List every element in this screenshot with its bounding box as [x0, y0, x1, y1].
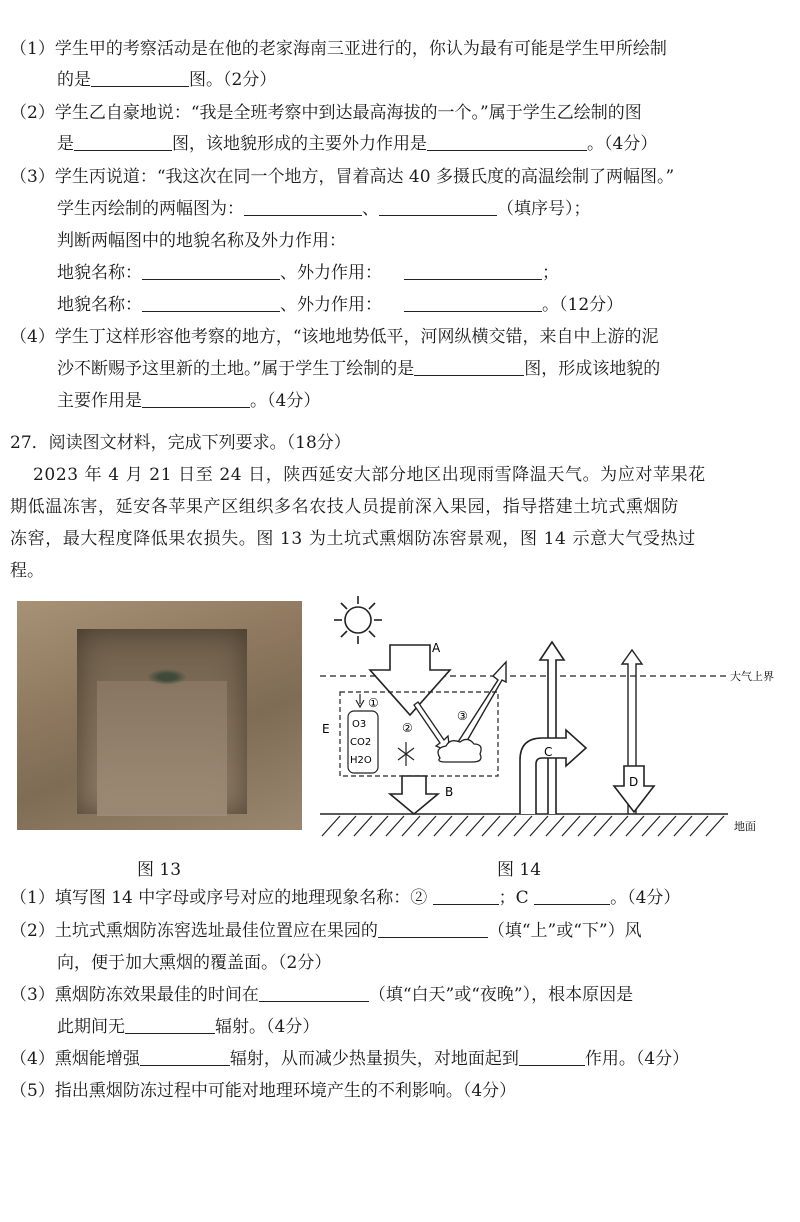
fig14-atmosphere-heating-diagram	[310, 590, 780, 850]
answer-blank[interactable]	[259, 983, 369, 1002]
label-3: ③	[457, 709, 468, 723]
arrow-ground-up	[540, 642, 564, 814]
answer-blank[interactable]	[125, 1015, 215, 1034]
label-co2: CO2	[350, 737, 372, 748]
answer-blank[interactable]	[404, 261, 542, 280]
answer-blank[interactable]	[91, 68, 189, 87]
arrow-1	[356, 694, 364, 707]
ground-label: 地面	[734, 820, 756, 833]
q27-4-line: （4）熏烟能增强 辐射，从而减少热量损失，对地面起到 作用。（4分）	[10, 1049, 690, 1069]
q26-3-line3: 判断两幅图中的地貌名称及外力作用：	[57, 231, 346, 251]
fig13-pit-photo	[17, 601, 302, 830]
q27-1-line: （1）填写图 14 中字母或序号对应的地理现象名称：② ；C 。（4分）	[10, 888, 681, 908]
answer-blank[interactable]	[142, 293, 280, 312]
q26-4-line: （4）学生丁这样形容他考察的地方，“该地地势低平，河网纵横交错，来自中上游的泥	[10, 327, 659, 347]
q26-4-line2: 沙不断赐予这里新的土地。”属于学生丁绘制的是 图，形成该地貌的	[57, 359, 661, 379]
pit-twigs	[147, 669, 187, 685]
label-a: A	[432, 641, 441, 655]
arrow-a	[370, 645, 450, 715]
q27-paragraph-line: 期低温冻害，延安各苹果产区组织多名农技人员提前深入果园，指导搭建土坑式熏烟防	[10, 497, 679, 517]
q26-3-line: （3）学生丙说道：“我这次在同一个地方，冒着高达 40 多摄氏度的高温绘制了两幅图。”	[10, 167, 675, 187]
arrow-3-reflected	[458, 662, 506, 746]
q26-3-line4: 地貌名称： 、外力作用： ；	[57, 263, 559, 283]
pit-floor	[97, 681, 227, 816]
ground-hatch	[322, 816, 724, 836]
q26-3-line2: 学生丙绘制的两幅图为： 、 （填序号）；	[57, 199, 591, 219]
arrow-b	[390, 776, 438, 814]
arrow-d	[614, 766, 654, 812]
q27-5-line: （5）指出熏烟防冻过程中可能对地理环境产生的不利影响。（4分）	[10, 1081, 517, 1101]
q26-1-line2: 的是 图。（2分）	[57, 70, 277, 90]
answer-blank[interactable]	[379, 197, 497, 216]
label-c: C	[544, 745, 553, 759]
label-1: ①	[368, 696, 379, 710]
answer-blank[interactable]	[519, 1047, 585, 1066]
sun-icon	[334, 596, 382, 644]
answer-blank[interactable]	[414, 357, 524, 376]
label-h2o: H2O	[350, 755, 372, 766]
scatter-arrows-icon	[398, 742, 414, 766]
answer-blank[interactable]	[142, 261, 280, 280]
arrow-to-cloud	[414, 702, 450, 752]
answer-blank[interactable]	[404, 293, 542, 312]
answer-blank[interactable]	[74, 132, 172, 151]
q27-paragraph-line: 2023 年 4 月 21 日至 24 日，陕西延安大部分地区出现雨雪降温天气。为应对苹果花	[33, 465, 706, 485]
atmosphere-top-label: 大气上界	[730, 670, 774, 683]
answer-blank[interactable]	[140, 1047, 230, 1066]
q26-1-line: （1）学生甲的考察活动是在他的老家海南三亚进行的，你认为最有可能是学生甲所绘制	[10, 39, 667, 59]
answer-blank[interactable]	[534, 886, 610, 905]
answer-blank[interactable]	[244, 197, 362, 216]
label-e: E	[322, 722, 330, 736]
label-d: D	[629, 775, 639, 789]
q27-2-line2: 向，便于加大熏烟的覆盖面。（2分）	[57, 953, 332, 973]
answer-blank[interactable]	[433, 886, 499, 905]
answer-blank[interactable]	[378, 919, 488, 938]
q27-3-line2: 此期间无 辐射。（4分）	[57, 1017, 320, 1037]
answer-blank[interactable]	[427, 132, 587, 151]
answer-blank[interactable]	[142, 389, 250, 408]
q26-4-line3: 主要作用是 。（4分）	[57, 391, 321, 411]
label-2: ②	[402, 721, 413, 735]
q26-2-line: （2）学生乙自豪地说：“我是全班考察中到达最高海拔的一个。”属于学生乙绘制的图	[10, 103, 642, 123]
label-b: B	[445, 785, 454, 799]
label-o3: O3	[352, 719, 367, 730]
q26-2-line2: 是 图，该地貌形成的主要外力作用是 。（4分）	[57, 134, 658, 154]
fig14-caption: 图 14	[497, 860, 542, 880]
q27-2-line: （2）土坑式熏烟防冻窖选址最佳位置应在果园的 （填“上”或“下”）风	[10, 921, 642, 941]
q26-3-line5: 地貌名称： 、外力作用： 。（12分）	[57, 295, 624, 315]
q27-paragraph-line: 冻窖，最大程度降低果农损失。图 13 为土坑式熏烟防冻窖景观，图 14 示意大气受热过	[10, 529, 696, 549]
q27-heading: 27．阅读图文材料，完成下列要求。（18分）	[10, 433, 351, 453]
q27-3-line: （3）熏烟防冻效果最佳的时间在 （填“白天”或“夜晚”），根本原因是	[10, 985, 634, 1005]
fig13-caption: 图 13	[137, 860, 182, 880]
q27-paragraph-line: 程。	[10, 561, 44, 581]
